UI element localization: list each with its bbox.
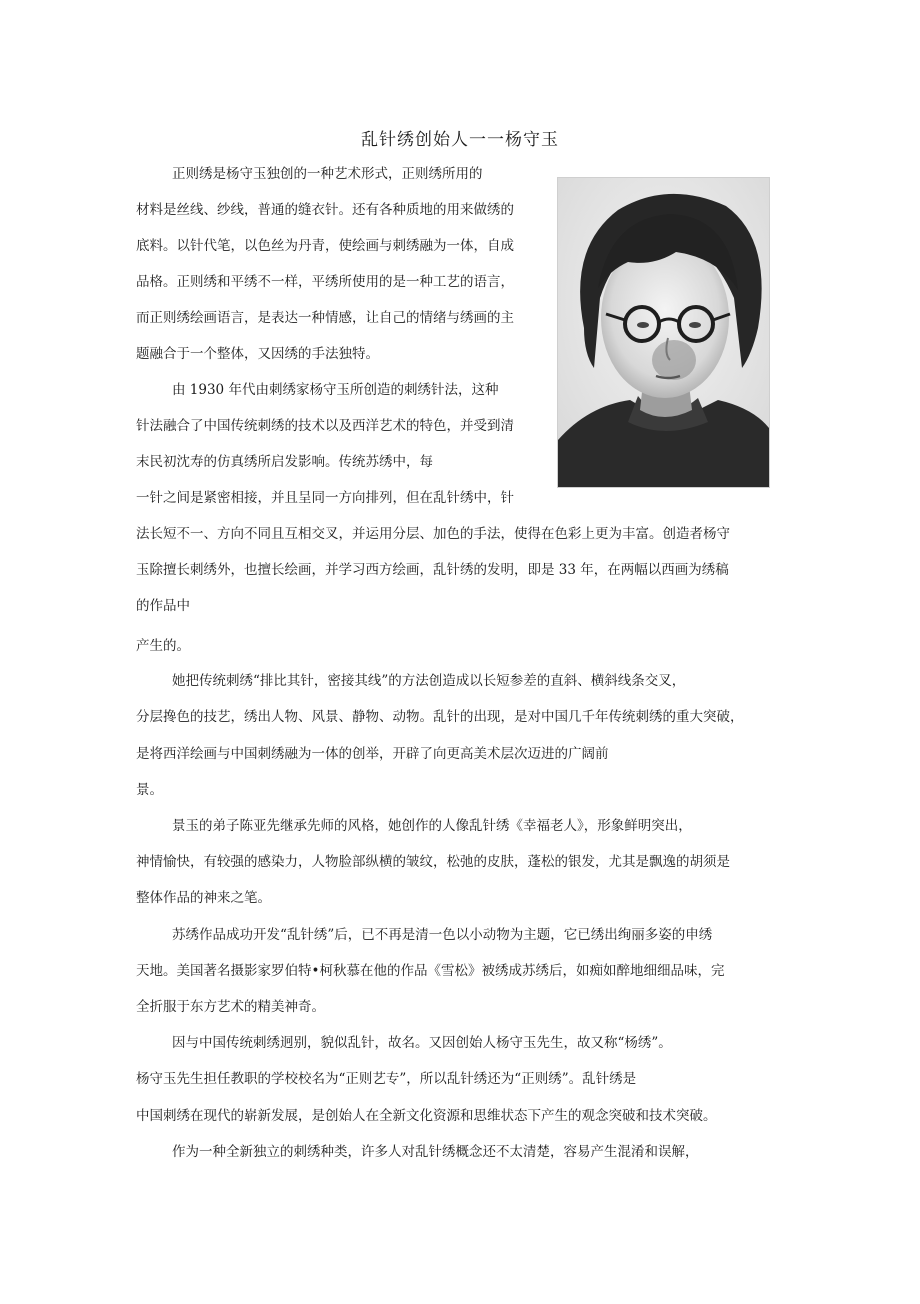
page-title: 乱针绣创始人一一杨守玉 [361,130,559,150]
text-line: 因与中国传统刺绣迥别，貌似乱针，故名。又因创始人杨守玉先生，故又称“杨绣”。 [172,1035,672,1051]
text-line: 天地。美国著名摄影家罗伯特•柯秋慕在他的作品《雪松》被绣成苏绣后，如痴如醉地细细品味，完 [136,963,725,979]
text-line: 底料。以针代笔，以色丝为丹青，使绘画与刺绣融为一体，自成 [136,238,514,254]
text-line: 分层搀色的技艺，绣出人物、风景、静物、动物。乱针的出现，是对中国几千年传统刺绣的重大突破， [136,709,744,725]
text-line: 中国刺绣在现代的崭新发展，是创始人在全新文化资源和思维状态下产生的观念突破和技术突破。 [136,1108,717,1124]
text-line: 是将西洋绘画与中国刺绣融为一体的创举，开辟了向更高美术层次迈进的广阔前 [136,746,609,762]
text-line: 景。 [136,782,163,798]
text-line: 而正则绣绘画语言，是表达一种情感，让自己的情绪与绣画的主 [136,310,514,326]
text-line: 题融合于一个整体，又因绣的手法独特。 [136,346,379,362]
text-line: 神情愉快，有较强的感染力，人物脸部纵横的皱纹，松弛的皮肤，蓬松的银发，尤其是飘逸的胡须是 [136,854,730,870]
text-line: 针法融合了中国传统刺绣的技术以及西洋艺术的特色，并受到清 [136,418,514,434]
text-line: 由 1930 年代由刺绣家杨守玉所创造的刺绣针法，这种 [172,382,499,398]
text-line: 产生的。 [136,638,190,654]
portrait-image [558,178,769,487]
text-line: 品格。正则绣和平绣不一样，平绣所使用的是一种工艺的语言， [136,274,514,290]
text-line: 景玉的弟子陈亚先继承先师的风格，她创作的人像乱针绣《幸福老人》，形象鲜明突出， [172,818,692,834]
text-line: 全折服于东方艺术的精美神奇。 [136,999,325,1015]
text-line: 末民初沈寿的仿真绣所启发影响。传统苏绣中，每 [136,454,433,470]
text-line: 苏绣作品成功开发“乱针绣”后，已不再是清一色以小动物为主题，它已绣出绚丽多姿的申绣 [172,927,713,943]
text-line: 作为一种全新独立的刺绣种类，许多人对乱针绣概念还不太清楚，容易产生混淆和误解， [172,1144,699,1160]
text-line: 正则绣是杨守玉独创的一种艺术形式，正则绣所用的 [172,166,483,182]
text-line: 玉除擅长刺绣外，也擅长绘画，并学习西方绘画，乱针绣的发明，即是 33 年，在两幅以西画为绣稿 [136,562,729,578]
text-line: 一针之间是紧密相接，并且呈同一方向排列，但在乱针绣中，针 [136,490,514,506]
portrait-photo [557,177,770,488]
text-line: 的作品中 [136,598,190,614]
text-line: 法长短不一、方向不同且互相交叉，并运用分层、加色的手法，使得在色彩上更为丰富。创造者杨守 [136,526,730,542]
text-line: 她把传统刺绣“排比其针，密接其线”的方法创造成以长短参差的直斜、横斜线条交叉， [172,673,686,689]
text-line: 整体作品的神来之笔。 [136,890,271,906]
text-line: 杨守玉先生担任教职的学校校名为“正则艺专”，所以乱针绣还为“正则绣”。乱针绣是 [136,1071,637,1087]
text-line: 材料是丝线、纱线，普通的缝衣针。还有各种质地的用来做绣的 [136,202,514,218]
